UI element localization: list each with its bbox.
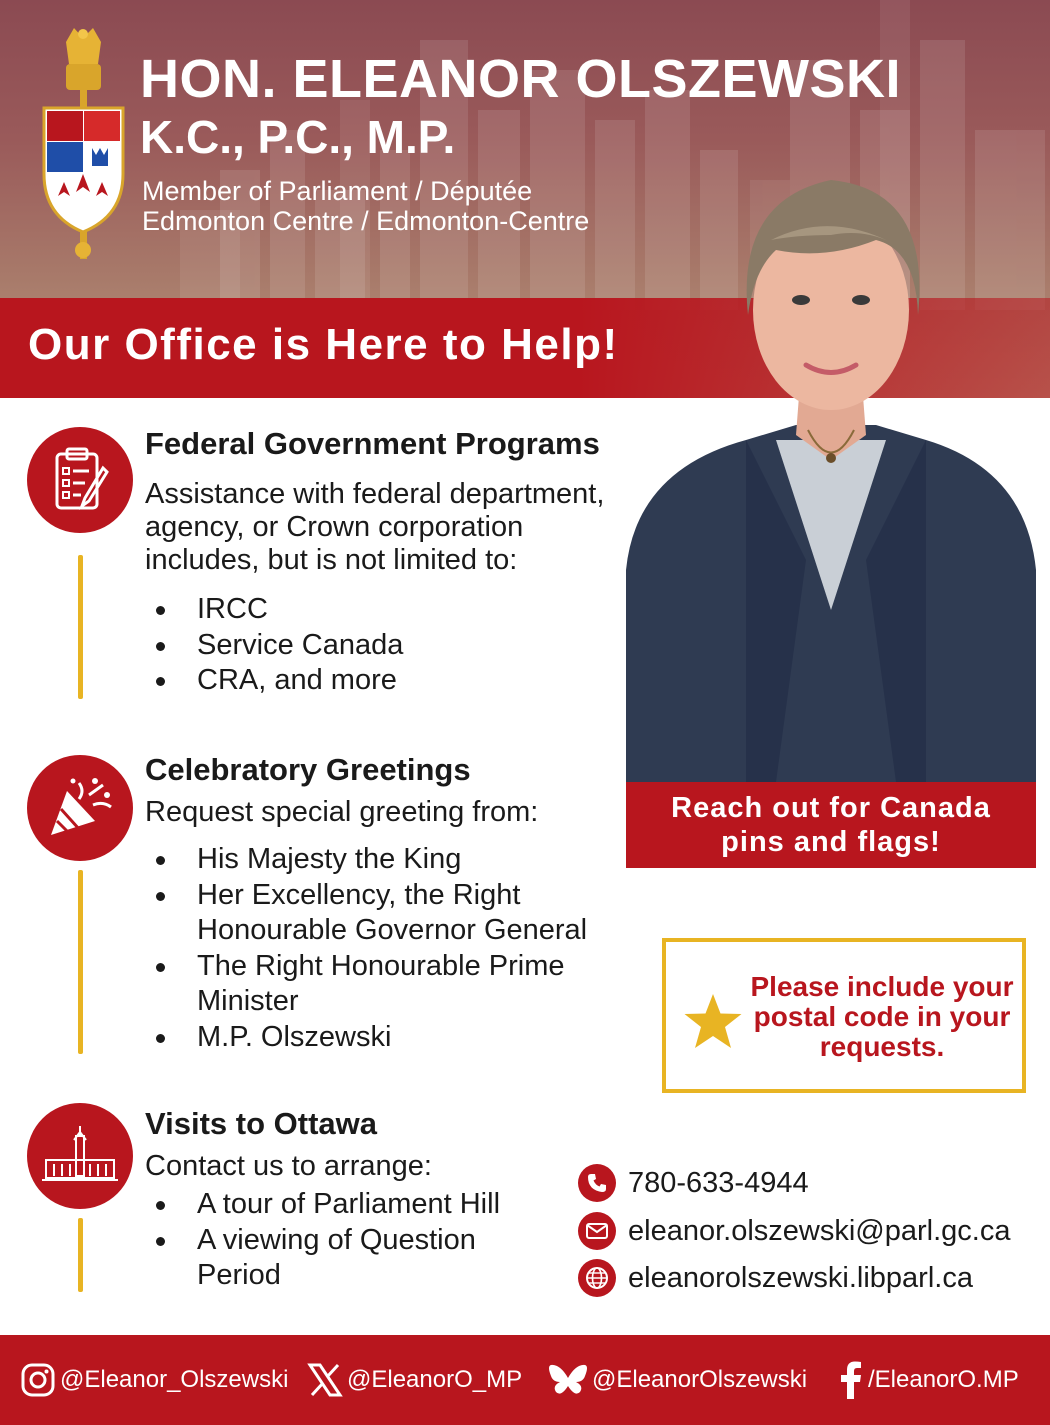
website-url[interactable]: eleanorolszewski.libparl.ca xyxy=(628,1261,973,1294)
contact-email[interactable] xyxy=(578,1212,1010,1250)
instagram-link[interactable] xyxy=(20,1360,288,1400)
x-handle[interactable]: @EleanorO_MP xyxy=(347,1366,523,1393)
federal-programs-description: Assistance with federal department, agency, or Crown corporation includes, but is not limited to: xyxy=(145,478,605,576)
visits-to-ottawa-description: Contact us to arrange: xyxy=(145,1150,432,1182)
phone-icon xyxy=(578,1164,616,1202)
list-item: His Majesty the King xyxy=(150,842,640,878)
instagram-handle[interactable]: @Eleanor_Olszewski xyxy=(60,1366,289,1393)
party-popper-icon-badge xyxy=(27,755,133,861)
pins-flags-callout xyxy=(626,782,1036,868)
bluesky-link[interactable] xyxy=(548,1360,807,1400)
celebratory-greetings-description: Request special greeting from: xyxy=(145,796,539,828)
instagram-icon xyxy=(20,1362,56,1398)
star-icon xyxy=(682,992,744,1050)
list-item: Service Canada xyxy=(150,628,403,664)
bluesky-handle[interactable]: @EleanorOlszewski xyxy=(592,1366,808,1393)
contact-website[interactable] xyxy=(578,1259,973,1297)
envelope-icon xyxy=(578,1212,616,1250)
clipboard-icon xyxy=(49,446,111,514)
phone-number[interactable]: 780-633-4944 xyxy=(628,1166,809,1199)
parliament-mace-crest-icon xyxy=(36,24,131,264)
contact-phone[interactable] xyxy=(578,1164,809,1202)
postal-code-text: Please include your postal code in your requests. xyxy=(750,971,1014,1062)
pins-flags-text: Reach out for Canada pins and flags! xyxy=(671,792,991,858)
timeline-line xyxy=(78,555,83,699)
list-item: A viewing of Question Period xyxy=(150,1223,560,1294)
federal-programs-title: Federal Government Programs xyxy=(145,426,600,461)
federal-programs-list xyxy=(150,592,403,699)
mp-role: Member of Parliament / Députée xyxy=(142,176,533,206)
mp-riding: Edmonton Centre / Edmonton-Centre xyxy=(142,206,590,236)
post-nominals: K.C., P.C., M.P. xyxy=(140,111,456,163)
timeline-line xyxy=(78,1218,83,1292)
email-address[interactable]: eleanor.olszewski@parl.gc.ca xyxy=(628,1214,1011,1247)
parliament-building-icon xyxy=(40,1126,120,1186)
list-item: Her Excellency, the Right Honourable Governor General xyxy=(150,878,640,949)
list-item: The Right Honourable Prime Minister xyxy=(150,949,640,1020)
parliament-building-icon-badge xyxy=(27,1103,133,1209)
mp-name: HON. ELEANOR OLSZEWSKI xyxy=(140,49,902,109)
list-item: M.P. Olszewski xyxy=(150,1020,640,1056)
x-icon xyxy=(307,1362,343,1398)
list-item: CRA, and more xyxy=(150,663,403,699)
ottawa-list xyxy=(150,1187,560,1294)
mp-portrait xyxy=(626,140,1036,782)
help-banner-text: Our Office is Here to Help! xyxy=(28,320,619,369)
x-link[interactable] xyxy=(307,1360,522,1400)
globe-icon xyxy=(578,1259,616,1297)
facebook-link[interactable] xyxy=(838,1360,1019,1400)
postal-code-notice xyxy=(662,938,1026,1093)
facebook-handle[interactable]: /EleanorO.MP xyxy=(868,1366,1019,1393)
list-item: IRCC xyxy=(150,592,403,628)
list-item: A tour of Parliament Hill xyxy=(150,1187,560,1223)
visits-to-ottawa-title: Visits to Ottawa xyxy=(145,1106,377,1141)
facebook-icon xyxy=(838,1361,864,1399)
clipboard-icon-badge xyxy=(27,427,133,533)
celebratory-greetings-title: Celebratory Greetings xyxy=(145,752,471,787)
butterfly-icon xyxy=(548,1362,588,1398)
party-popper-icon xyxy=(45,777,115,839)
timeline-line xyxy=(78,870,83,1054)
greetings-list xyxy=(150,842,640,1055)
